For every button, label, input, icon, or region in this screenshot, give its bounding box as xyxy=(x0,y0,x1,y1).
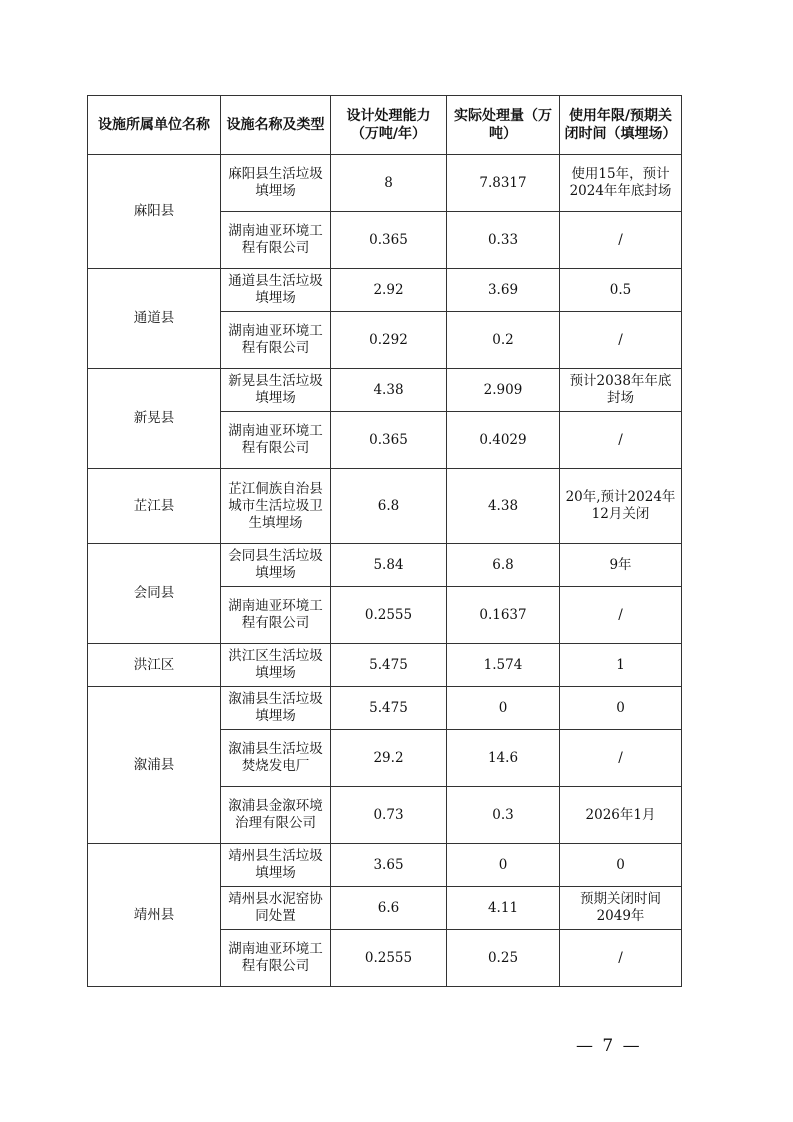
table-row xyxy=(88,844,682,887)
facility-name-cell: 新晃县生活垃圾填埋场 xyxy=(221,369,331,412)
unit-cell: 芷江县 xyxy=(88,469,221,544)
capacity-cell: 5.84 xyxy=(331,544,447,587)
page-number: — 7 — xyxy=(576,1036,642,1056)
capacity-cell: 0.292 xyxy=(331,312,447,369)
unit-cell: 新晃县 xyxy=(88,369,221,469)
facility-name-cell: 溆浦县生活垃圾焚烧发电厂 xyxy=(221,730,331,787)
facility-name-cell: 会同县生活垃圾填埋场 xyxy=(221,544,331,587)
life-cell: 0.5 xyxy=(560,269,682,312)
life-cell: / xyxy=(560,930,682,987)
life-cell: 0 xyxy=(560,687,682,730)
actual-cell: 0.4029 xyxy=(447,412,560,469)
unit-cell: 溆浦县 xyxy=(88,687,221,844)
life-cell: 使用15年，预计2024年年底封场 xyxy=(560,155,682,212)
table-row xyxy=(88,687,682,730)
facility-name-cell: 溆浦县生活垃圾填埋场 xyxy=(221,687,331,730)
life-cell: 0 xyxy=(560,844,682,887)
table-row xyxy=(88,369,682,412)
header-unit: 设施所属单位名称 xyxy=(88,96,221,155)
header-actual: 实际处理量（万吨） xyxy=(447,96,560,155)
life-cell: / xyxy=(560,412,682,469)
unit-cell: 通道县 xyxy=(88,269,221,369)
header-facility: 设施名称及类型 xyxy=(221,96,331,155)
facility-name-cell: 芷江侗族自治县城市生活垃圾卫生填埋场 xyxy=(221,469,331,544)
actual-cell: 4.11 xyxy=(447,887,560,930)
table-row xyxy=(88,469,682,544)
actual-cell: 0.2 xyxy=(447,312,560,369)
actual-cell: 14.6 xyxy=(447,730,560,787)
capacity-cell: 0.2555 xyxy=(331,930,447,987)
actual-cell: 0.1637 xyxy=(447,587,560,644)
life-cell: 预期关闭时间2049年 xyxy=(560,887,682,930)
actual-cell: 1.574 xyxy=(447,644,560,687)
actual-cell: 0.3 xyxy=(447,787,560,844)
actual-cell: 6.8 xyxy=(447,544,560,587)
table-row xyxy=(88,269,682,312)
table-row xyxy=(88,644,682,687)
unit-cell: 洪江区 xyxy=(88,644,221,687)
life-cell: / xyxy=(560,587,682,644)
capacity-cell: 8 xyxy=(331,155,447,212)
life-cell: 1 xyxy=(560,644,682,687)
capacity-cell: 29.2 xyxy=(331,730,447,787)
facility-table xyxy=(87,95,682,987)
header-capacity: 设计处理能力（万吨/年） xyxy=(331,96,447,155)
facility-name-cell: 通道县生活垃圾填埋场 xyxy=(221,269,331,312)
capacity-cell: 4.38 xyxy=(331,369,447,412)
facility-name-cell: 靖州县生活垃圾填埋场 xyxy=(221,844,331,887)
capacity-cell: 5.475 xyxy=(331,644,447,687)
actual-cell: 0.25 xyxy=(447,930,560,987)
capacity-cell: 5.475 xyxy=(331,687,447,730)
capacity-cell: 0.2555 xyxy=(331,587,447,644)
actual-cell: 3.69 xyxy=(447,269,560,312)
actual-cell: 2.909 xyxy=(447,369,560,412)
unit-cell: 会同县 xyxy=(88,544,221,644)
facility-name-cell: 溆浦县金溆环境治理有限公司 xyxy=(221,787,331,844)
capacity-cell: 6.8 xyxy=(331,469,447,544)
life-cell: 2026年1月 xyxy=(560,787,682,844)
capacity-cell: 2.92 xyxy=(331,269,447,312)
actual-cell: 0 xyxy=(447,844,560,887)
capacity-cell: 0.73 xyxy=(331,787,447,844)
facility-name-cell: 湖南迪亚环境工程有限公司 xyxy=(221,587,331,644)
table-body xyxy=(88,155,682,987)
facility-name-cell: 湖南迪亚环境工程有限公司 xyxy=(221,412,331,469)
facility-name-cell: 湖南迪亚环境工程有限公司 xyxy=(221,212,331,269)
capacity-cell: 3.65 xyxy=(331,844,447,887)
facility-name-cell: 湖南迪亚环境工程有限公司 xyxy=(221,930,331,987)
life-cell: 预计2038年年底封场 xyxy=(560,369,682,412)
capacity-cell: 0.365 xyxy=(331,412,447,469)
actual-cell: 7.8317 xyxy=(447,155,560,212)
table-row xyxy=(88,155,682,212)
capacity-cell: 0.365 xyxy=(331,212,447,269)
header-row xyxy=(88,96,682,155)
life-cell: / xyxy=(560,212,682,269)
actual-cell: 0 xyxy=(447,687,560,730)
life-cell: 9年 xyxy=(560,544,682,587)
unit-cell: 靖州县 xyxy=(88,844,221,987)
table-row xyxy=(88,544,682,587)
facility-name-cell: 洪江区生活垃圾填埋场 xyxy=(221,644,331,687)
unit-cell: 麻阳县 xyxy=(88,155,221,269)
capacity-cell: 6.6 xyxy=(331,887,447,930)
facility-name-cell: 麻阳县生活垃圾填埋场 xyxy=(221,155,331,212)
life-cell: 20年,预计2024年12月关闭 xyxy=(560,469,682,544)
header-life: 使用年限/预期关闭时间（填埋场） xyxy=(560,96,682,155)
facility-name-cell: 靖州县水泥窑协同处置 xyxy=(221,887,331,930)
life-cell: / xyxy=(560,730,682,787)
actual-cell: 4.38 xyxy=(447,469,560,544)
life-cell: / xyxy=(560,312,682,369)
facility-name-cell: 湖南迪亚环境工程有限公司 xyxy=(221,312,331,369)
actual-cell: 0.33 xyxy=(447,212,560,269)
